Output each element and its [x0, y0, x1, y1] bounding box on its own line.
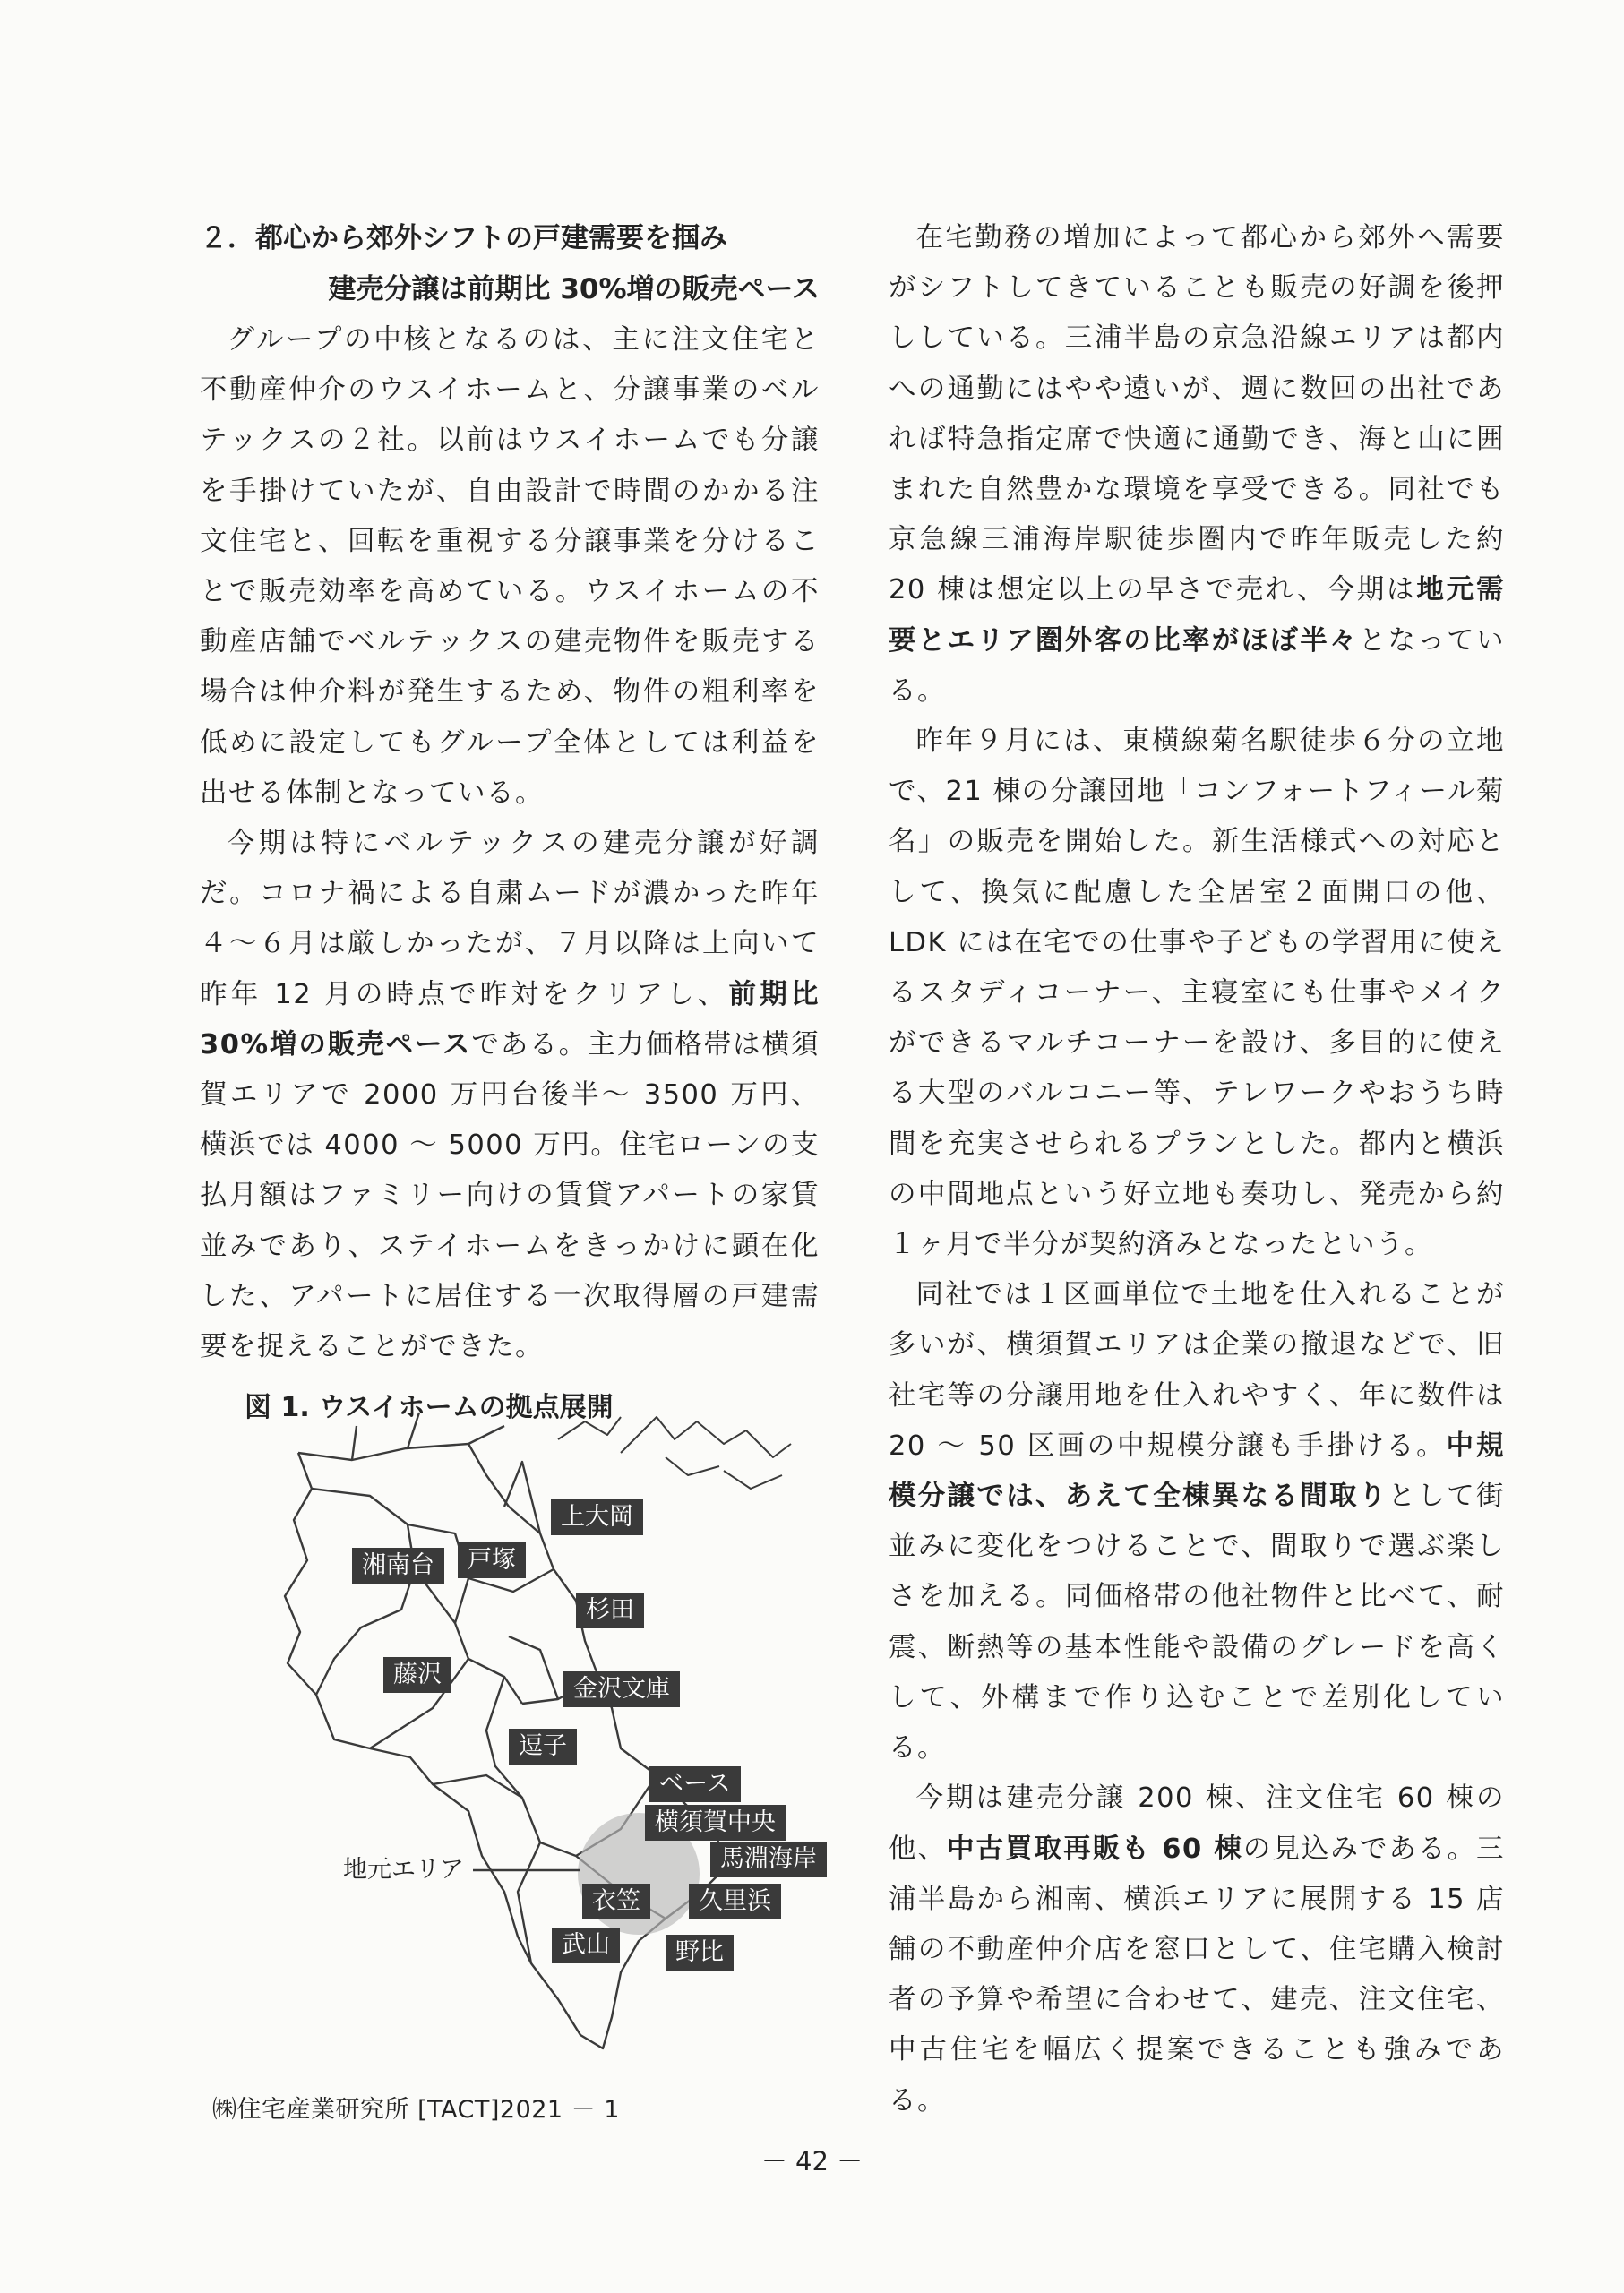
right-paragraph-4-text-a: 今期は建売分譲 200 棟、注文住宅 60 棟の他、	[889, 1782, 1505, 1865]
store-label-kamiooka: 上大岡	[551, 1499, 643, 1535]
store-label-zushi: 逗子	[509, 1729, 577, 1765]
section-heading-line2: 建売分譲は前期比 30%増の販売ペース	[328, 273, 820, 305]
left-paragraph-2-bold: 前期比 30%増の販売ペース	[200, 978, 820, 1061]
right-paragraph-4	[889, 1773, 1505, 2126]
store-label-shonandai: 湘南台	[352, 1548, 444, 1584]
figure-caption: 図 1. ウスイホームの拠点展開	[245, 1392, 614, 1424]
left-column	[200, 213, 820, 2089]
page-number: － 42 －	[760, 2146, 864, 2177]
store-map-figure	[200, 1390, 820, 2089]
store-label-takeyama: 武山	[552, 1928, 620, 1963]
right-paragraph-1	[889, 213, 1505, 717]
left-paragraph-2-text-c: である。主力価格帯は横須賀エリアで 2000 万円台後半～ 3500 万円、横浜では 4000 ～ 5000 万円。住宅ローンの支払月額はファミリー向けの賃貸アパートの家賃並みであり、ステイホームをきっかけに顕在化した、アパートに居住する一次取得層の戸建需要を捉えることができた。	[200, 1028, 820, 1363]
local-area-label: 地元エリア	[343, 1856, 464, 1885]
store-label-kinugasa: 衣笠	[582, 1884, 650, 1919]
store-label-kurihama: 久里浜	[689, 1884, 781, 1919]
publisher-footer: ㈱住宅産業研究所 [TACT]2021 － 1	[212, 2096, 620, 2124]
section-heading	[200, 213, 820, 315]
right-paragraph-4-text-c: の見込みである。三浦半島から湘南、横浜エリアに展開する 15 店舗の不動産仲介店を窓口として、住宅購入検討者の予算や希望に合わせて、建売、注文住宅、中古住宅を幅広く提案できることも強みである。	[889, 1833, 1505, 2117]
right-paragraph-3	[889, 1270, 1505, 1773]
store-label-nobi: 野比	[666, 1935, 734, 1971]
store-label-maborikaigan: 馬淵海岸	[710, 1842, 827, 1877]
right-paragraph-3-text-a: 同社では１区画単位で土地を仕入れることが多いが、横須賀エリアは企業の撤退などで、旧社宅等の分譲用地を仕入れやすく、年に数件は 20 ～ 50 区画の中規模分譲も手掛ける。	[889, 1279, 1505, 1462]
right-paragraph-2: 昨年９月には、東横線菊名駅徒歩６分の立地で、21 棟の分譲団地「コンフォートフィール菊名」の販売を開始した。新生活様式への対応として、換気に配慮した全居室２面開口の他、LDK には在宅での仕事や子どもの学習用に使えるスタディコーナー、主寝室にも仕事やメイクができるマルチコーナーを設け、多目的に使える大型のバルコニー等、テレワークやおうち時間を充実させられるプランとした。都内と横浜の中間地点という好立地も奏功し、発売から約１ヶ月で半分が契約済みとなったという。	[889, 726, 1505, 1261]
left-paragraph-1: グループの中核となるのは、主に注文住宅と不動産仲介のウスイホームと、分譲事業のベルテックスの２社。以前はウスイホームでも分譲を手掛けていたが、自由設計で時間のかかる注文住宅と、回転を重視する分譲事業を分けることで販売効率を高めている。ウスイホームの不動産店舗でベルテックスの建売物件を販売する場合は仲介料が発生するため、物件の粗利率を低めに設定してもグループ全体としては利益を出せる体制となっている。	[200, 324, 820, 809]
right-paragraph-1-bold: 地元需要とエリア圏外客の比率がほぼ半々	[889, 574, 1505, 657]
store-label-sugita: 杉田	[576, 1593, 644, 1628]
left-paragraph-2	[200, 819, 820, 1372]
right-paragraph-1-text-c: となっている。	[889, 624, 1506, 707]
store-label-kanazawabunko: 金沢文庫	[563, 1671, 680, 1707]
right-paragraph-1-text-a: 在宅勤務の増加によって都心から郊外へ需要がシフトしてきていることも販売の好調を後押ししている。三浦半島の京急沿線エリアは都内への通勤にはやや遠いが、週に数回の出社であれば特急指定席で快適に通勤でき、海と山に囲まれた自然豊かな環境を享受できる。同社でも京急線三浦海岸駅徒歩圏内で昨年販売した約 20 棟は想定以上の早さで売れ、今期は	[889, 222, 1505, 606]
section-heading-line1: ２．都心から郊外シフトの戸建需要を掴み	[200, 222, 727, 254]
left-paragraph-2-text-a: 今期は特にベルテックスの建売分譲が好調だ。コロナ禍による自粛ムードが濃かった昨年４～６月は厳しかったが、７月以降は上向いて昨年 12 月の時点で昨対をクリアし、	[200, 828, 820, 1010]
store-label-fujisawa: 藤沢	[383, 1657, 451, 1693]
right-column	[889, 213, 1505, 2126]
right-paragraph-4-bold: 中古買取再販も 60 棟	[947, 1833, 1243, 1865]
store-label-totsuka: 戸塚	[458, 1542, 526, 1578]
store-label-yokosukachuo: 横須賀中央	[645, 1805, 786, 1841]
right-paragraph-3-bold: 中規模分譲では、あえて全棟異なる間取り	[889, 1430, 1505, 1513]
right-paragraph-3-text-c: として街並みに変化をつけることで、間取りで選ぶ楽しさを加える。同価格帯の他社物件と比べて、耐震、断熱等の基本性能や設備のグレードを高くして、外構まで作り込むことで差別化している。	[889, 1481, 1506, 1765]
store-label-base: ベース	[649, 1766, 741, 1802]
